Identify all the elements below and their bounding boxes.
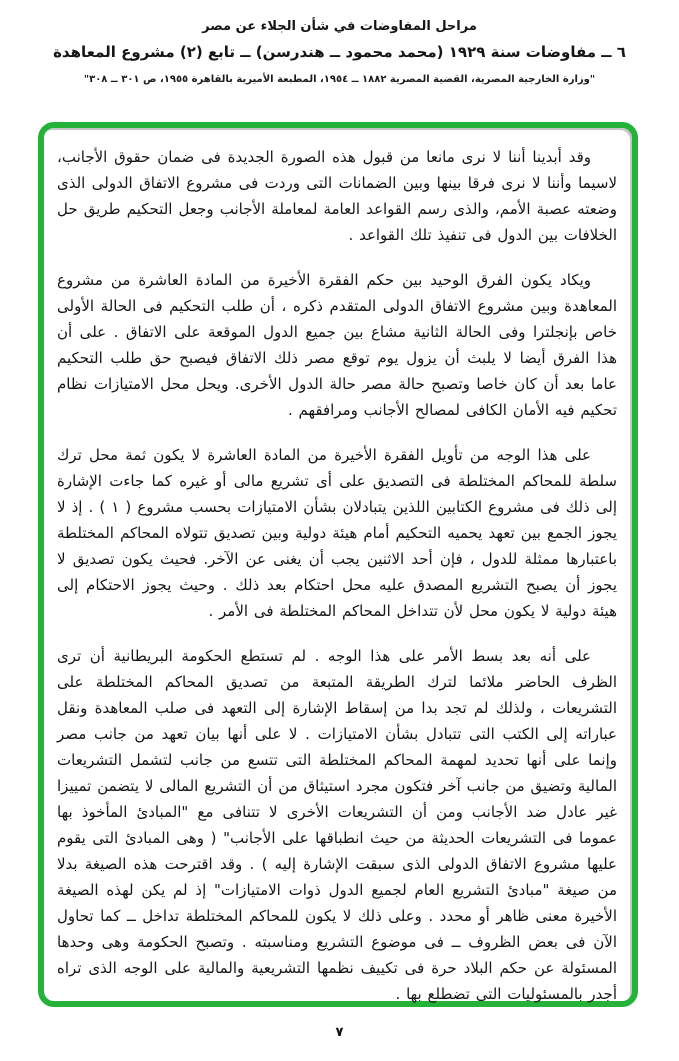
document-source-citation: "وزارة الخارجية المصرية، القضية المصرية ١٨٨٢ ــ ١٩٥٤، المطبعة الأميرية بالقاهرة ١٩٥٥، ص ٣٠١ ــ ٣٠٨" xyxy=(83,74,596,85)
page-number: ٧ xyxy=(335,1025,344,1040)
body-paragraph-4: على أنه بعد بسط الأمر على هذا الوجه . لم تستطع الحكومة البريطانية أن ترى الظرف الحاضر ملائما لترك الطريقة المتبعة من تصديق المحاكم المختلطة على التشريعات ، ولذلك لم تجد بدا من إسقاط الإشارة إلى التعهد فى صلب المعاهدة ونقل عباراته إلى الكتب التى تتبادل بشأن الامتيازات . لا على أنها بيان تعهد من جانب مصر وإنما على أنها تحديد لمهمة المحاكم المختلطة التى تتسع من جانب لتشمل التشريعات المالية وتضيق من جانب آخر فتكون مجرد استيثاق من أن التشريع المالى لا يتضمن تمييزا غير عادل ضد الأجانب ومن أن التشريعات الأخرى لا تتنافى مع "المبادئ المأخوذ بها عموما فى التشريعات الحديثة من حيث انطباقها على الأجانب" ( وهى المبادئ التى يقوم عليها مشروع الاتفاق الدولى الذى سبقت الإشارة إليه ) . وقد اقترحت هذه الصيغة بدلا من صيغة "مبادئ التشريع العام لجميع الدول ذوات الامتيازات" إذ لم يكن لهذه الصيغة الأخيرة معنى ظاهر أو محدد . وعلى ذلك لا يكون للمحاكم المختلطة تداخل ــ كما تحاول الآن فى بعض الظروف ــ فى موضوع التشريع ومناسبته . وتصبح الحكومة وهى وحدها المسئولة عن حكم البلاد حرة فى تكييف نظمها التشريعية والمالية على الوجه الذى تراه أجدر بالمسئوليات التى تضطلع بها . xyxy=(57,647,617,1003)
content-box xyxy=(38,122,638,1007)
body-paragraph-2: ويكاد يكون الفرق الوحيد بين حكم الفقرة الأخيرة من المادة العاشرة من مشروع المعاهدة وبين مشروع الاتفاق الدولى المتقدم ذكره ، أن طلب التحكيم فى الحالة الأولى خاص بإنجلترا وفى الحالة الثانية مشاع بين جميع الدول الموقعة على الاتفاق . على أن هذا الفرق أيضا لا يلبث أن يزول يوم توقع مصر ذلك الاتفاق فيصبح حق طلب التحكيم عاما بعد أن كان خاصا وتصبح حالة مصر حالة الدول الأخرى. ويحل محل الامتيازات نظام تحكيم فيه الأمان الكافى لمصالح الأجانب ومرافقهم . xyxy=(57,271,617,419)
page-footer xyxy=(0,1021,679,1040)
document-subtitle: ٦ ــ مفاوضات سنة ١٩٢٩ (محمد محمود ــ هندرسن) ــ تابع (٢) مشروع المعاهدة xyxy=(53,43,626,61)
body-paragraph-1: وقد أبدينا أننا لا نرى مانعا من قبول هذه الصورة الجديدة فى ضمان حقوق الأجانب، لاسيما وأننا لا نرى فرقا بينها وبين الضمانات التى وردت فى مشروع الاتفاق الدولى الذى وضعته عصبة الأمم، والذى رسم القواعد العامة لمعاملة الأجانب وجعل التحكيم طريق حل الخلافات بين الدول فى تنفيذ تلك القواعد . xyxy=(57,148,617,244)
document-title: مراحل المفاوضات في شأن الجلاء عن مصر xyxy=(202,19,477,34)
body-paragraph-3: على هذا الوجه من تأويل الفقرة الأخيرة من المادة العاشرة لا يكون ثمة محل ترك سلطة للمحاكم المختلطة فى التصديق على أى تشريع مالى أو غيره كما جاءت الإشارة إلى ذلك فى مشروع الكتابين اللذين يتبادلان بشأن الامتيازات بحسب مشروع ( ١ ) . إذ لا يجوز الجمع بين تعهد يحميه التحكيم أمام هيئة دولية وبين تصديق تتولاه المحاكم المختلطة باعتبارها ممثلة للدول ، فإن أحد الاثنين يجب أن يغنى عن الآخر. فحيث يكون تصديق لا يجوز أن يصبح التشريع المصدق عليه محل احتكام بعد ذلك . وحيث يجوز الاحتكام إلى هيئة دولية لا يكون محل لأن تتداخل المحاكم المختلطة فى الأمر . xyxy=(57,446,617,620)
page-header xyxy=(0,0,679,85)
